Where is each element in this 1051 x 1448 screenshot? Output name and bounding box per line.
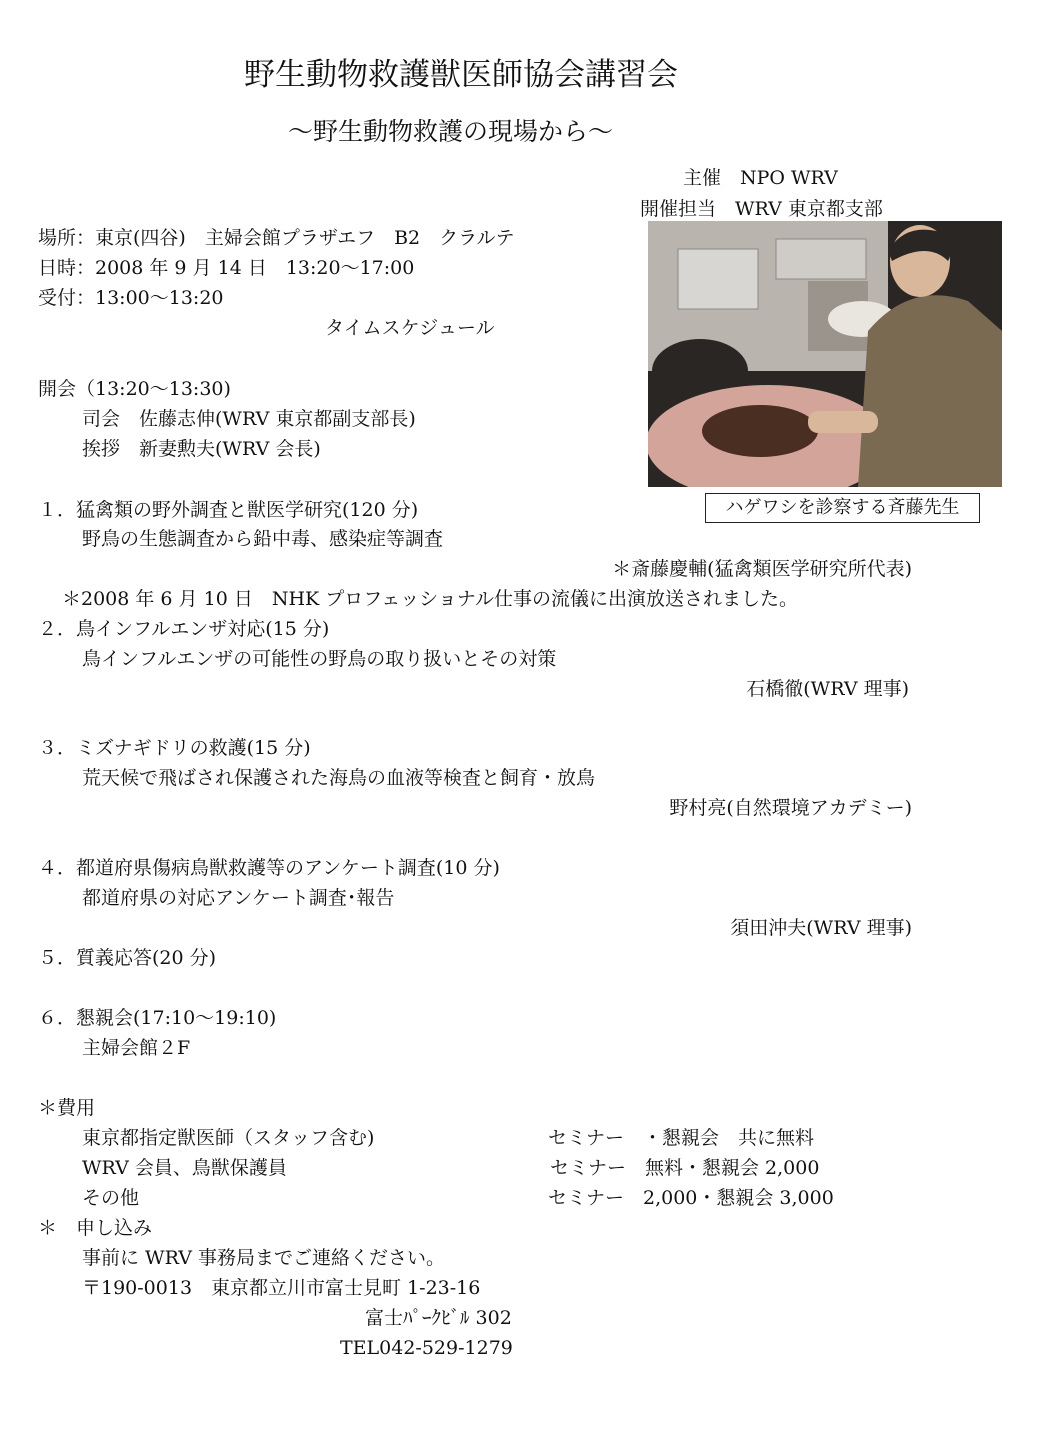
fees-heading: ＊費用 (38, 1097, 96, 1119)
fee-row-2-who: WRV 会員、鳥獣保護員 (82, 1157, 287, 1179)
photo-vulture (702, 405, 818, 457)
reception-line: 受付：13:00～13:20 (38, 287, 224, 309)
phone-number: TEL042-529-1279 (340, 1337, 513, 1359)
page-title: 野生動物救護獣医師協会講習会 (244, 57, 678, 93)
opening-heading: 開会（13:20～13:30) (38, 378, 231, 400)
fee-row-1-price: セミナー ・懇親会 共に無料 (548, 1127, 815, 1149)
session-3-title: ３．ミズナギドリの救護(15 分) (38, 737, 311, 759)
photo-illustration (648, 221, 1002, 487)
session-2-desc: 鳥インフルエンザの可能性の野鳥の取り扱いとその対策 (82, 648, 557, 670)
session-4-speaker: 須田沖夫(WRV 理事) (730, 917, 912, 939)
session-4-desc: 都道府県の対応アンケート調査･報告 (82, 887, 395, 909)
host-line: 開催担当 WRV 東京都支部 (640, 198, 883, 220)
application-line-1: 事前に WRV 事務局までご連絡ください。 (82, 1247, 445, 1269)
session-2-title: ２．鳥インフルエンザ対応(15 分) (38, 618, 330, 640)
veterinarian-photo (648, 221, 1002, 487)
session-5-title: ５．質義応答(20 分) (38, 947, 217, 969)
session-1-title: １．猛禽類の野外調査と獣医学研究(120 分) (38, 499, 419, 521)
fee-row-2-price: セミナー 無料・懇親会 2,000 (550, 1157, 820, 1179)
datetime-line: 日時：2008 年 9 月 14 日 13:20～17:00 (38, 257, 415, 279)
session-3-speaker: 野村亮(自然環境アカデミー) (669, 797, 912, 819)
place-line: 場所：東京(四谷) 主婦会館プラザエフ B2 クラルテ (38, 227, 515, 249)
session-6-title: ６．懇親会(17:10～19:10) (38, 1007, 277, 1029)
mc-line: 司会 佐藤志伸(WRV 東京都副支部長) (82, 408, 416, 430)
session-2-speaker: 石橋徹(WRV 理事) (746, 678, 909, 700)
fee-row-1-who: 東京都指定獣医師（スタッフ含む) (82, 1127, 375, 1149)
photo-caption: ハゲワシを診察する斉藤先生 (705, 493, 980, 523)
photo-person-hand (808, 411, 878, 433)
postal-address: 〒190-0013 東京都立川市富士見町 1-23-16 (82, 1277, 481, 1299)
photo-shelf (776, 239, 866, 279)
building-name: 富士ﾊﾟｰｸﾋﾞﾙ 302 (365, 1307, 512, 1329)
fee-row-3-who: その他 (82, 1187, 140, 1209)
session-3-desc: 荒天候で飛ばされ保護された海鳥の血液等検査と飼育・放鳥 (82, 767, 596, 789)
schedule-heading: タイムスケジュール (325, 317, 495, 339)
application-heading: ＊ 申し込み (38, 1217, 153, 1239)
session-1-desc: 野鳥の生態調査から鉛中毒、感染症等調査 (82, 528, 444, 550)
photo-person-body (858, 295, 1002, 487)
session-6-desc: 主婦会館２F (82, 1037, 191, 1059)
greeting-line: 挨拶 新妻勲夫(WRV 会長) (82, 438, 321, 460)
session-1-note: ＊2008 年 6 月 10 日 NHK プロフェッショナル仕事の流儀に出演放送されました。 (62, 588, 798, 610)
page-subtitle: ～野生動物救護の現場から～ (288, 117, 614, 146)
fee-row-3-price: セミナー 2,000・懇親会 3,000 (548, 1187, 834, 1209)
photo-cabinet (678, 249, 758, 309)
session-4-title: ４．都道府県傷病鳥獣救護等のアンケート調査(10 分) (38, 857, 500, 879)
organizer-line: 主催 NPO WRV (683, 167, 838, 189)
session-1-speaker: ＊斎藤慶輔(猛禽類医学研究所代表) (612, 558, 912, 580)
